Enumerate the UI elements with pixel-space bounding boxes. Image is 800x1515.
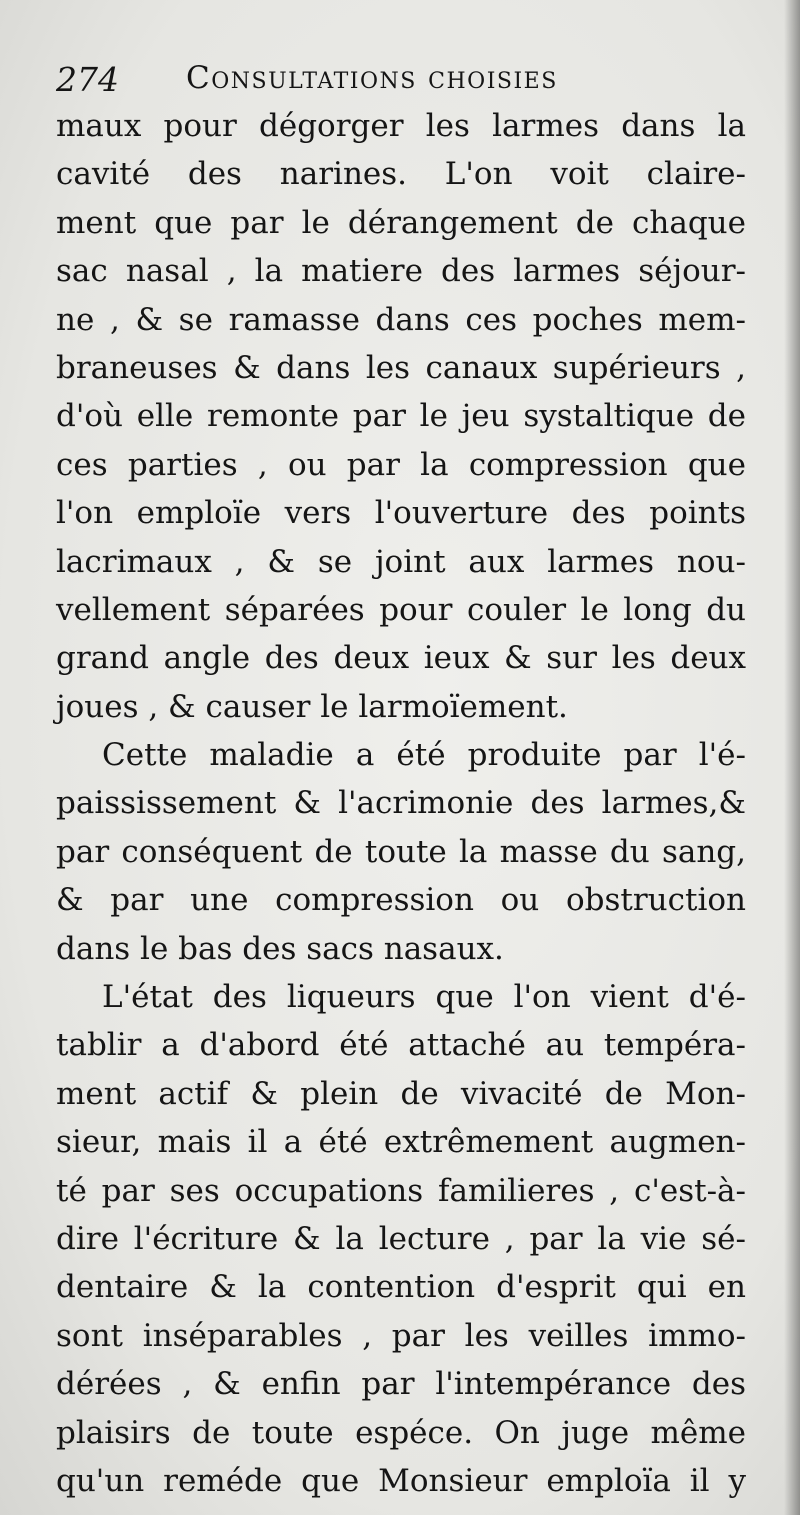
text-line: ces parties , ou par la compression que: [56, 446, 746, 483]
text-line: dérées , & enfin par l'intempérance des: [56, 1366, 746, 1403]
text-line: l'on emploïe vers l'ouverture des points: [56, 495, 746, 532]
page-number: 274: [56, 60, 119, 99]
text-line: ne , & se ramasse dans ces poches mem-: [56, 301, 746, 338]
text-line: té par ses occupations familieres , c'est-à-: [56, 1172, 746, 1209]
text-line: sac nasal , la matiere des larmes séjour-: [56, 253, 746, 290]
text-line: dans le bas des sacs nasaux.: [56, 930, 504, 967]
text-line: sont inséparables , par les veilles immo-: [56, 1317, 746, 1354]
text-line: plaisirs de toute espéce. On juge même: [56, 1414, 746, 1451]
text-line: grand angle des deux ieux & sur les deux: [56, 640, 746, 677]
paragraph-start: L'état des liqueurs que l'on vient d'é-: [102, 979, 746, 1016]
text-line: maux pour dégorger les larmes dans la: [56, 108, 746, 144]
body-text: [56, 102, 746, 1505]
running-title: Consultations choisies: [186, 60, 558, 96]
text-line: sieur, mais il a été extrêmement augmen-: [56, 1124, 746, 1161]
page-header: [56, 56, 746, 106]
text-line: lacrimaux , & se joint aux larmes nou-: [56, 543, 746, 580]
text-line: joues , & causer le larmoïement.: [56, 688, 568, 725]
paragraph-start: Cette maladie a été produite par l'é-: [102, 737, 746, 774]
text-line: d'où elle remonte par le jeu systaltique de: [56, 398, 746, 435]
text-line: ment que par le dérangement de chaque: [56, 204, 746, 241]
text-line: qu'un reméde que Monsieur emploïa il y: [56, 1462, 746, 1499]
text-line: ment actif & plein de vivacité de Mon-: [56, 1075, 746, 1112]
text-line: dire l'écriture & la lecture , par la vie sé-: [56, 1220, 746, 1257]
page-edge-shadow: [784, 0, 800, 1515]
text-line: paississement & l'acrimonie des larmes,&: [56, 785, 746, 822]
text-line: dentaire & la contention d'esprit qui en: [56, 1269, 746, 1306]
text-line: tablir a d'abord été attaché au tempéra-: [56, 1027, 746, 1064]
text-line: cavité des narines. L'on voit claire-: [56, 156, 746, 193]
text-line: par conséquent de toute la masse du sang,: [56, 833, 746, 870]
text-line: vellement séparées pour couler le long du: [56, 591, 746, 628]
text-line: & par une compression ou obstruction: [56, 882, 746, 919]
text-line: braneuses & dans les canaux supérieurs ,: [56, 349, 746, 386]
